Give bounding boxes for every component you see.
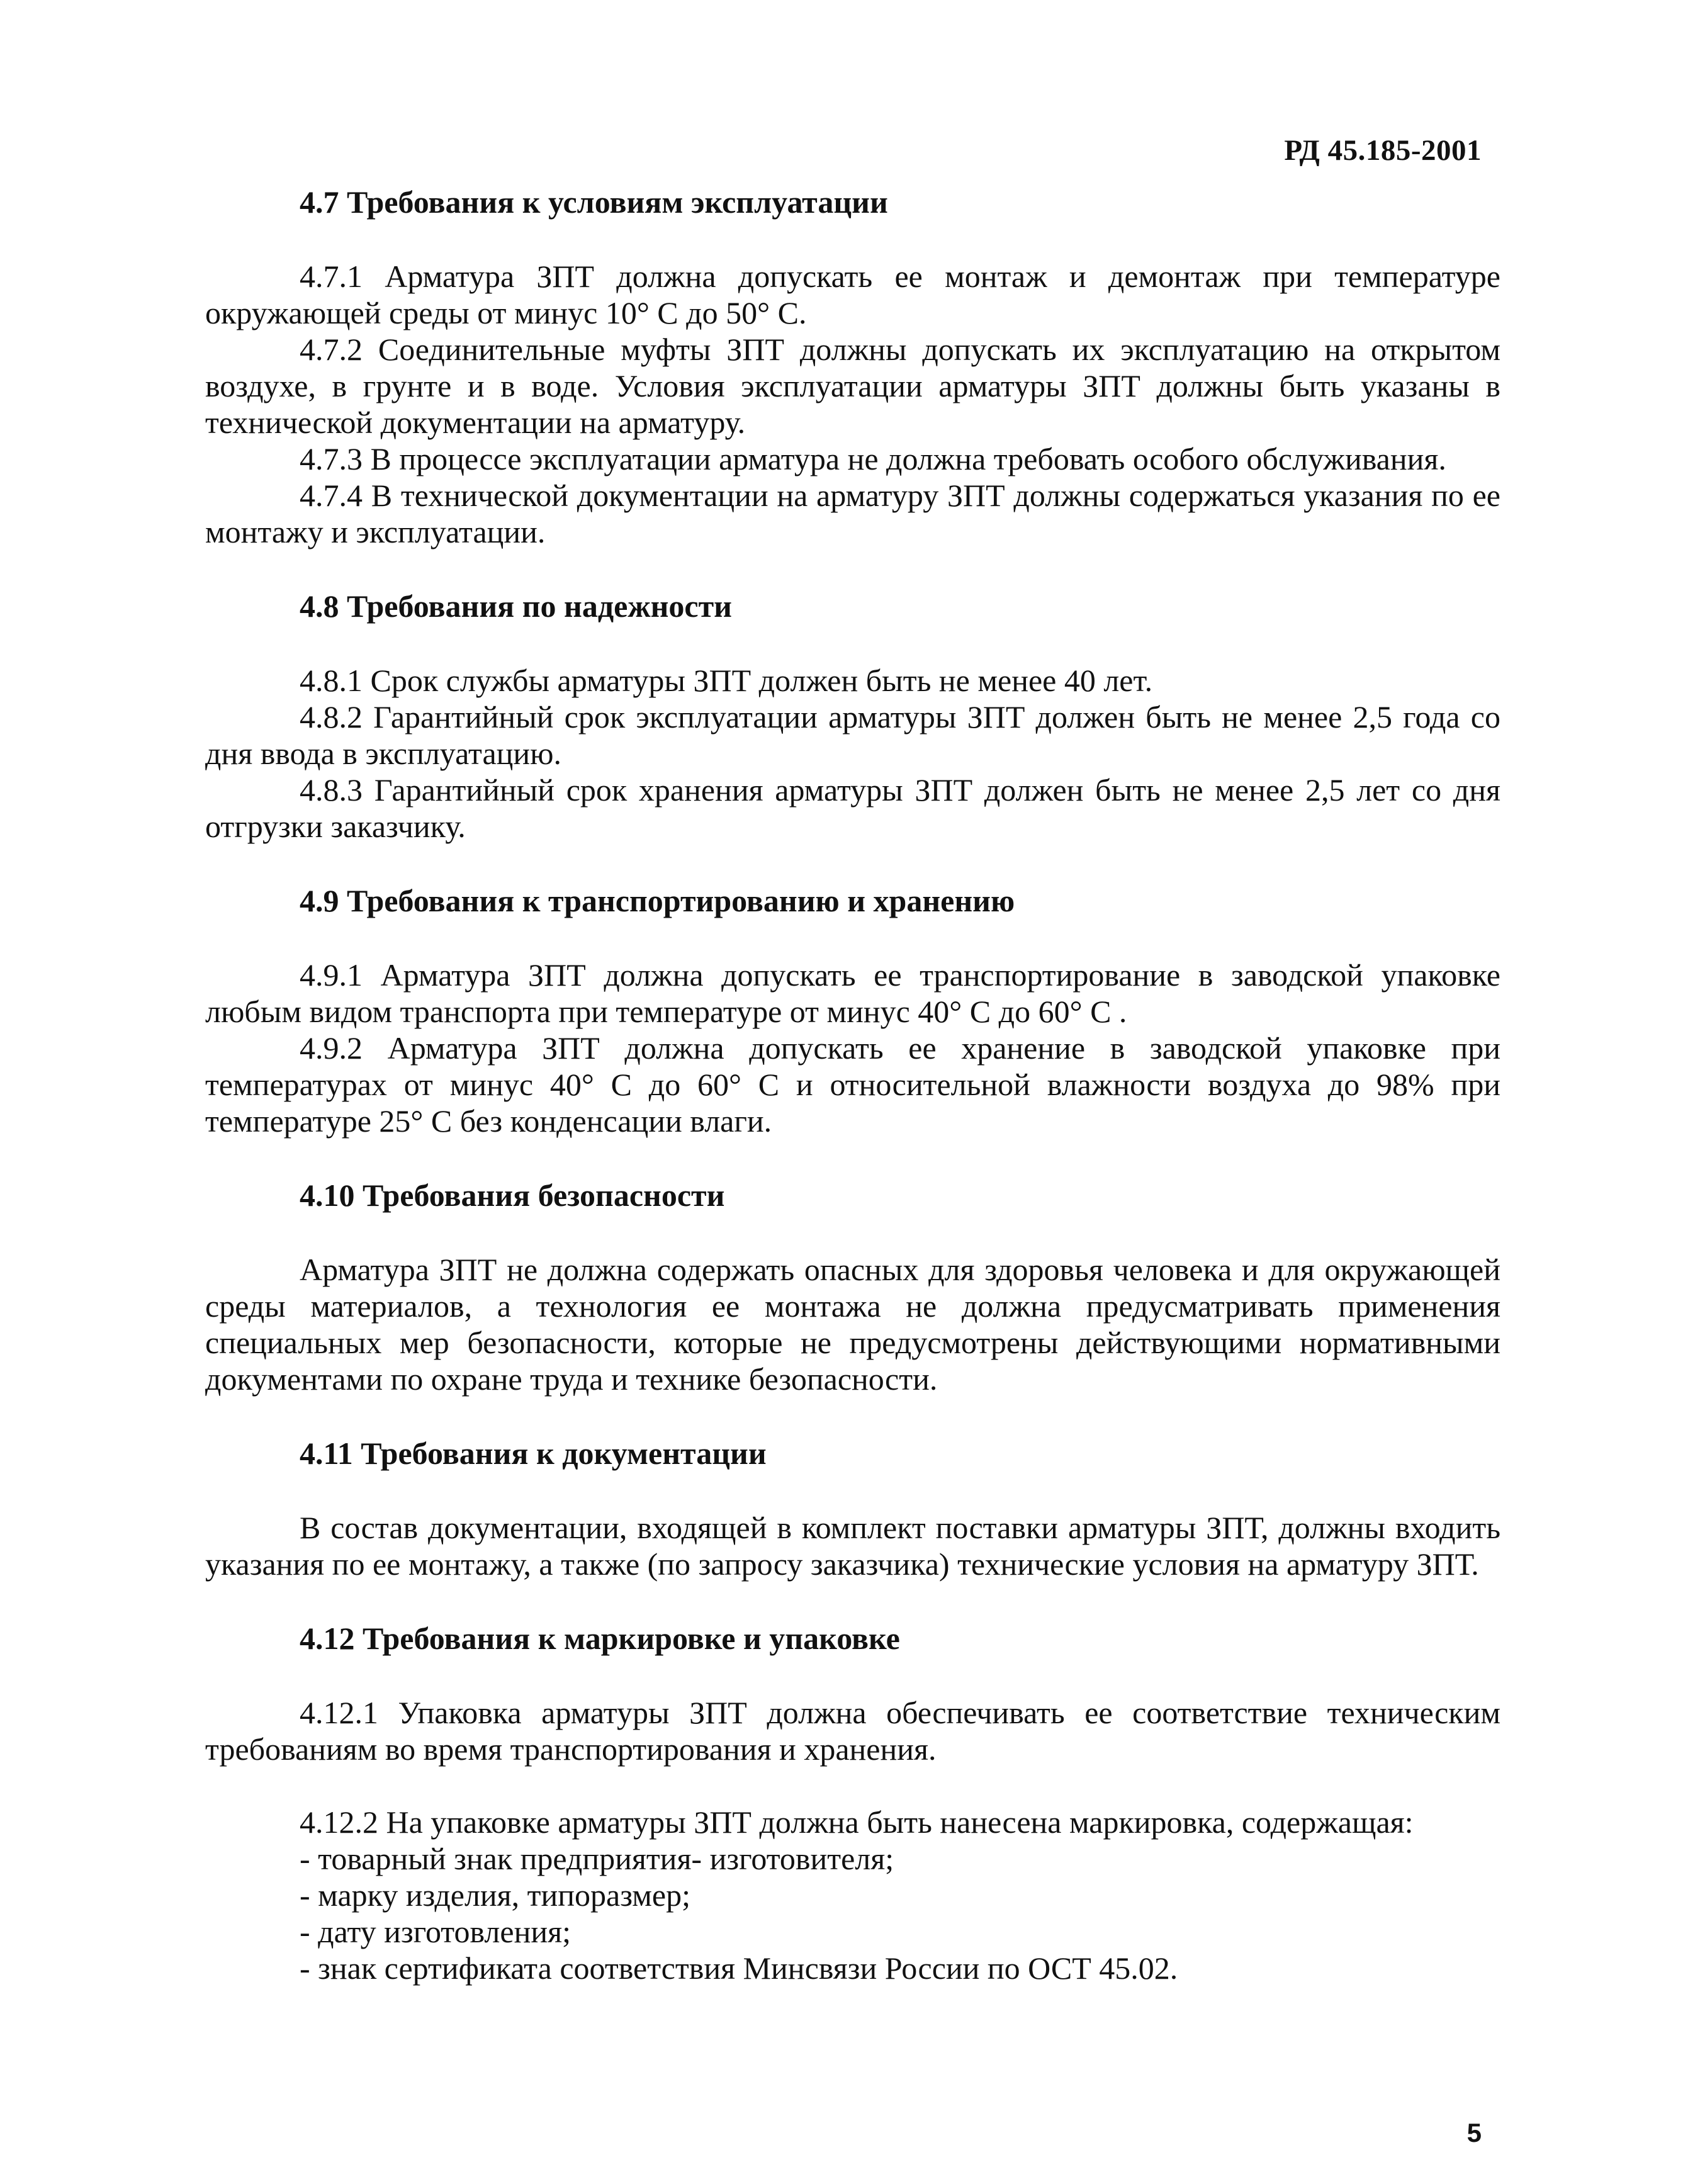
section-safety	[205, 1177, 1500, 1397]
paragraph: Арматура ЗПТ не должна содержать опасных для здоровья человека и для окружающей среды материалов, а технология ее монтажа не должна предусматривать применения специальных мер безопасности, которые не предусмотрены действующими нормативными документами по охране труда и технике безопасности.	[205, 1252, 1500, 1397]
paragraph: 4.7.1 Арматура ЗПТ должна допускать ее монтаж и демонтаж при температуре окружающей среды от минус 10° С до 50° С.	[205, 259, 1500, 330]
paragraph: 4.8.3 Гарантийный срок хранения арматуры ЗПТ должен быть не менее 2,5 лет со дня отгрузки заказчику.	[205, 772, 1500, 844]
section-reliability	[205, 588, 1500, 845]
section-transport-storage	[205, 882, 1500, 1139]
section-operating-conditions	[205, 184, 1500, 550]
section-documentation	[205, 1435, 1500, 1582]
paragraph: 4.12.1 Упаковка арматуры ЗПТ должна обеспечивать ее соответствие техническим требованиям во время транспортирования и хранения.	[205, 1695, 1500, 1767]
section-heading: 4.9 Требования к транспортированию и хранению	[300, 883, 1015, 918]
list-item: - знак сертификата соответствия Минсвязи России по ОСТ 45.02.	[300, 1950, 1178, 1986]
list-item: - дату изготовления;	[300, 1914, 571, 1949]
page-number: 5	[1466, 2118, 1482, 2147]
paragraph: 4.8.2 Гарантийный срок эксплуатации арматуры ЗПТ должен быть не менее 2,5 года со дня ввода в эксплуатацию.	[205, 699, 1500, 771]
section-heading: 4.7 Требования к условиям эксплуатации	[300, 184, 888, 220]
paragraph: 4.8.1 Срок службы арматуры ЗПТ должен быть не менее 40 лет.	[300, 663, 1153, 698]
section-heading: 4.12 Требования к маркировке и упаковке	[300, 1621, 900, 1656]
section-heading: 4.8 Требования по надежности	[300, 588, 732, 624]
paragraph: 4.7.2 Соединительные муфты ЗПТ должны допускать их эксплуатацию на открытом воздухе, в грунте и в воде. Условия эксплуатации арматуры ЗПТ должны быть указаны в технической документации на арматуру.	[205, 332, 1500, 440]
section-heading: 4.10 Требования безопасности	[300, 1178, 725, 1213]
paragraph: 4.9.1 Арматура ЗПТ должна допускать ее транспортирование в заводской упаковке любым видом транспорта при температуре от минус 40° С до 60° С .	[205, 957, 1500, 1029]
paragraph: 4.12.2 На упаковке арматуры ЗПТ должна быть нанесена маркировка, содержащая:	[300, 1804, 1414, 1840]
paragraph: 4.7.3 В процессе эксплуатации арматура не должна требовать особого обслуживания.	[300, 441, 1446, 476]
document-code: РД 45.185-2001	[1284, 134, 1482, 167]
paragraph: 4.7.4 В технической документации на арматуру ЗПТ должны содержаться указания по ее монтажу и эксплуатации.	[205, 478, 1500, 549]
section-marking-packaging	[205, 1620, 1500, 1986]
list-item: - товарный знак предприятия- изготовителя;	[300, 1841, 894, 1876]
section-heading: 4.11 Требования к документации	[300, 1436, 767, 1471]
list-item: - марку изделия, типоразмер;	[300, 1877, 690, 1913]
paragraph: 4.9.2 Арматура ЗПТ должна допускать ее хранение в заводской упаковке при температурах от минус 40° С до 60° С и относительной влажности воздуха до 98% при температуре 25° С без конденсации влаги.	[205, 1030, 1500, 1139]
document-body	[205, 184, 1500, 1986]
marking-list	[205, 1840, 1500, 1986]
paragraph: В состав документации, входящей в комплект поставки арматуры ЗПТ, должны входить указания по ее монтажу, а также (по запросу заказчика) технические условия на арматуру ЗПТ.	[205, 1510, 1500, 1582]
